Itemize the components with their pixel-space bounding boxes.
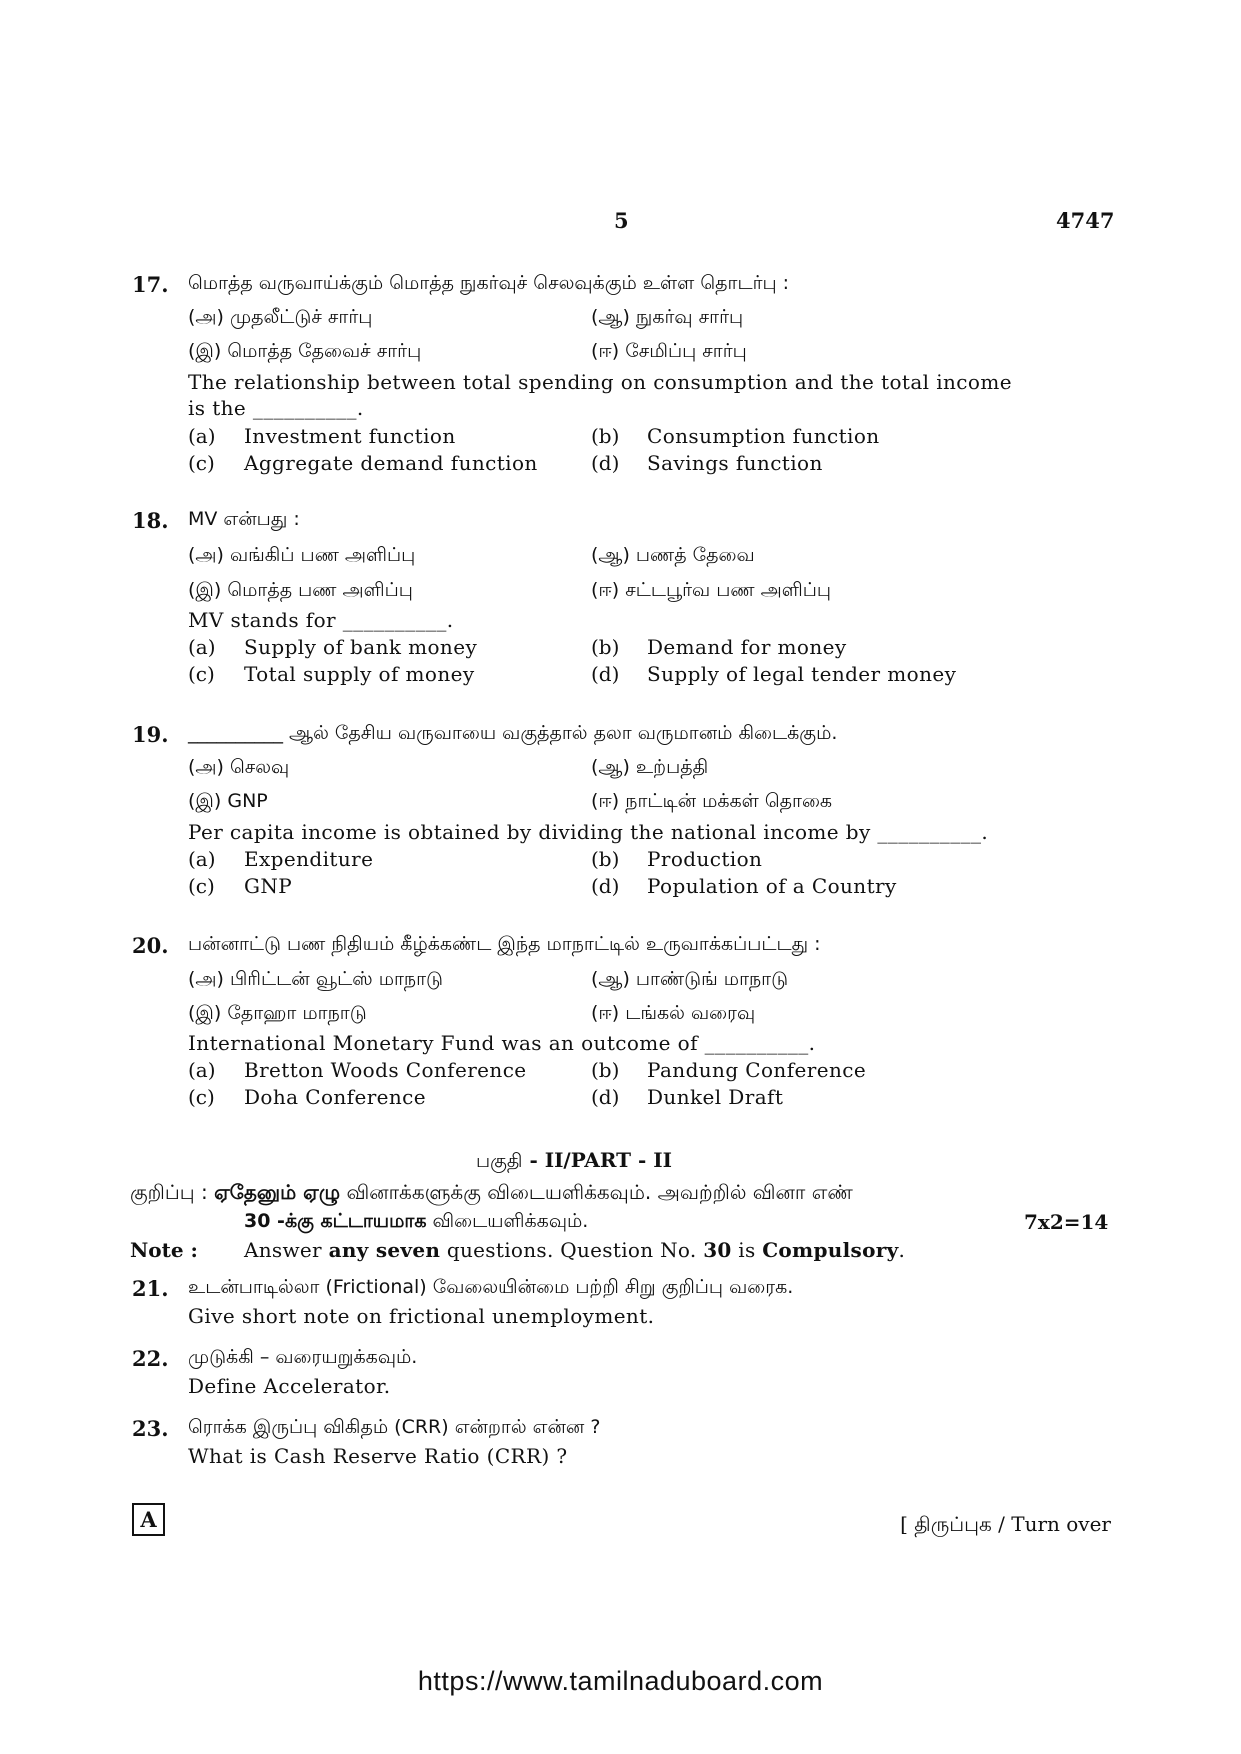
note-tamil-line2-rest: விடையளிக்கவும். (426, 1210, 589, 1232)
question-number: 23. (132, 1416, 169, 1441)
option-letter-c: (c) (188, 1085, 215, 1109)
note-bold: Compulsory (762, 1238, 899, 1262)
option-letter-d: (d) (591, 1085, 620, 1109)
note-tamil-line1 (130, 1180, 853, 1207)
question-number: 19. (132, 722, 169, 747)
option-letter-a: (a) (188, 424, 216, 448)
tamil-option-a: (அ) பிரிட்டன் வூட்ஸ் மாநாடு (188, 968, 443, 990)
note-text: questions. Question No. (440, 1238, 704, 1262)
option-a: Supply of bank money (244, 635, 478, 659)
option-letter-c: (c) (188, 451, 215, 475)
tamil-option-d: (ஈ) நாட்டின் மக்கள் தொகை (591, 790, 833, 812)
paper-code: 4747 (1056, 208, 1115, 233)
question-tamil: பன்னாட்டு பண நிதியம் கீழ்க்கண்ட இந்த மாநாட்டில் உருவாக்கப்பட்டது : (188, 933, 821, 955)
tamil-option-c: (இ) GNP (188, 790, 268, 812)
question-number: 17. (132, 272, 169, 297)
option-d: Dunkel Draft (647, 1085, 784, 1109)
question-tamil: MV என்பது : (188, 508, 300, 530)
option-a: Bretton Woods Conference (244, 1058, 527, 1082)
note-english (244, 1238, 905, 1262)
tamil-option-a: (அ) முதலீட்டுச் சார்பு (188, 306, 373, 328)
question-english: Per capita income is obtained by dividing the national income by __________. (188, 820, 989, 844)
option-letter-a: (a) (188, 1058, 216, 1082)
option-letter-b: (b) (591, 424, 620, 448)
question-number: 22. (132, 1346, 169, 1371)
note-tamil-line2-bold: 30 -க்கு கட்டாயமாக (244, 1210, 427, 1232)
tamil-option-c: (இ) மொத்த பண அளிப்பு (188, 579, 413, 601)
option-b: Production (647, 847, 763, 871)
tamil-option-a: (அ) செலவு (188, 756, 290, 778)
tamil-option-b: (ஆ) உற்பத்தி (591, 756, 709, 778)
tamil-option-b: (ஆ) பணத் தேவை (591, 544, 755, 566)
option-letter-c: (c) (188, 874, 215, 898)
option-letter-a: (a) (188, 847, 216, 871)
tamil-option-c: (இ) தோஹா மாநாடு (188, 1002, 367, 1024)
option-letter-a: (a) (188, 635, 216, 659)
option-b: Demand for money (647, 635, 847, 659)
option-letter-c: (c) (188, 662, 215, 686)
option-letter-b: (b) (591, 635, 620, 659)
tamil-option-b: (ஆ) பாண்டுங் மாநாடு (591, 968, 789, 990)
option-d: Savings function (647, 451, 823, 475)
note-bold: any seven (328, 1238, 441, 1262)
question-tamil: மொத்த வருவாய்க்கும் மொத்த நுகர்வுச் செலவுக்கும் உள்ள தொடர்பு : (188, 272, 790, 294)
option-letter-b: (b) (591, 847, 620, 871)
note-text: Answer (244, 1238, 329, 1262)
question-number: 21. (132, 1276, 169, 1301)
option-d: Supply of legal tender money (647, 662, 957, 686)
question-english: The relationship between total spending on consumption and the total income (188, 370, 1012, 394)
page-number: 5 (614, 208, 629, 233)
note-bold: 30 (703, 1238, 732, 1262)
part-heading-tamil: பகுதி (476, 1150, 523, 1172)
note-text: . (898, 1238, 906, 1262)
question-tamil: ரொக்க இருப்பு விகிதம் (CRR) என்றால் என்ன ? (188, 1416, 601, 1438)
question-english-cont: is the __________. (188, 396, 364, 420)
tamil-option-d: (ஈ) சேமிப்பு சார்பு (591, 340, 747, 362)
tamil-option-a: (அ) வங்கிப் பண அளிப்பு (188, 544, 416, 566)
question-english: Give short note on frictional unemployment. (188, 1304, 655, 1328)
note-tamil-label: குறிப்பு : (130, 1180, 208, 1204)
option-c: Aggregate demand function (244, 451, 538, 475)
note-tamil-rest: வினாக்களுக்கு விடையளிக்கவும். அவற்றில் வினா எண் (340, 1180, 853, 1204)
note-tamil-bold: ஏதேனும் ஏழு (214, 1180, 341, 1204)
option-d: Population of a Country (647, 874, 897, 898)
source-url[interactable]: https://www.tamilnaduboard.com (417, 1666, 824, 1696)
option-b: Pandung Conference (647, 1058, 867, 1082)
question-english: Define Accelerator. (188, 1374, 391, 1398)
tamil-option-d: (ஈ) சட்டபூர்வ பண அளிப்பு (591, 579, 831, 601)
option-b: Consumption function (647, 424, 880, 448)
tamil-option-c: (இ) மொத்த தேவைச் சார்பு (188, 340, 422, 362)
marks-allocation: 7x2=14 (1024, 1210, 1109, 1234)
question-tamil: உடன்பாடில்லா (Frictional) வேலையின்மை பற்றி சிறு குறிப்பு வரைக. (188, 1276, 794, 1298)
question-number: 20. (132, 933, 169, 958)
question-english: International Monetary Fund was an outcome of __________. (188, 1031, 816, 1055)
question-number: 18. (132, 508, 169, 533)
option-letter-d: (d) (591, 662, 620, 686)
question-tamil: __________ ஆல் தேசிய வருவாயை வகுத்தால் தலா வருமானம் கிடைக்கும். (188, 722, 838, 744)
question-tamil: முடுக்கி – வரையறுக்கவும். (188, 1346, 418, 1368)
series-letter-box: A (132, 1503, 165, 1536)
question-english: What is Cash Reserve Ratio (CRR) ? (188, 1444, 568, 1468)
option-c: GNP (244, 874, 293, 898)
question-english: MV stands for __________. (188, 608, 454, 632)
tamil-option-d: (ஈ) டங்கல் வரைவு (591, 1002, 756, 1024)
option-letter-d: (d) (591, 874, 620, 898)
note-tamil-line2 (244, 1210, 588, 1235)
option-c: Doha Conference (244, 1085, 427, 1109)
option-c: Total supply of money (244, 662, 475, 686)
option-letter-b: (b) (591, 1058, 620, 1082)
turn-over-label: [ திருப்புக / Turn over (900, 1512, 1111, 1536)
tamil-option-b: (ஆ) நுகர்வு சார்பு (591, 306, 744, 328)
option-a: Expenditure (244, 847, 374, 871)
part-heading-english: - II/PART - II (522, 1148, 672, 1172)
option-a: Investment function (244, 424, 456, 448)
option-letter-d: (d) (591, 451, 620, 475)
part-heading (476, 1148, 672, 1175)
note-text: is (731, 1238, 763, 1262)
note-label: Note : (130, 1238, 198, 1262)
